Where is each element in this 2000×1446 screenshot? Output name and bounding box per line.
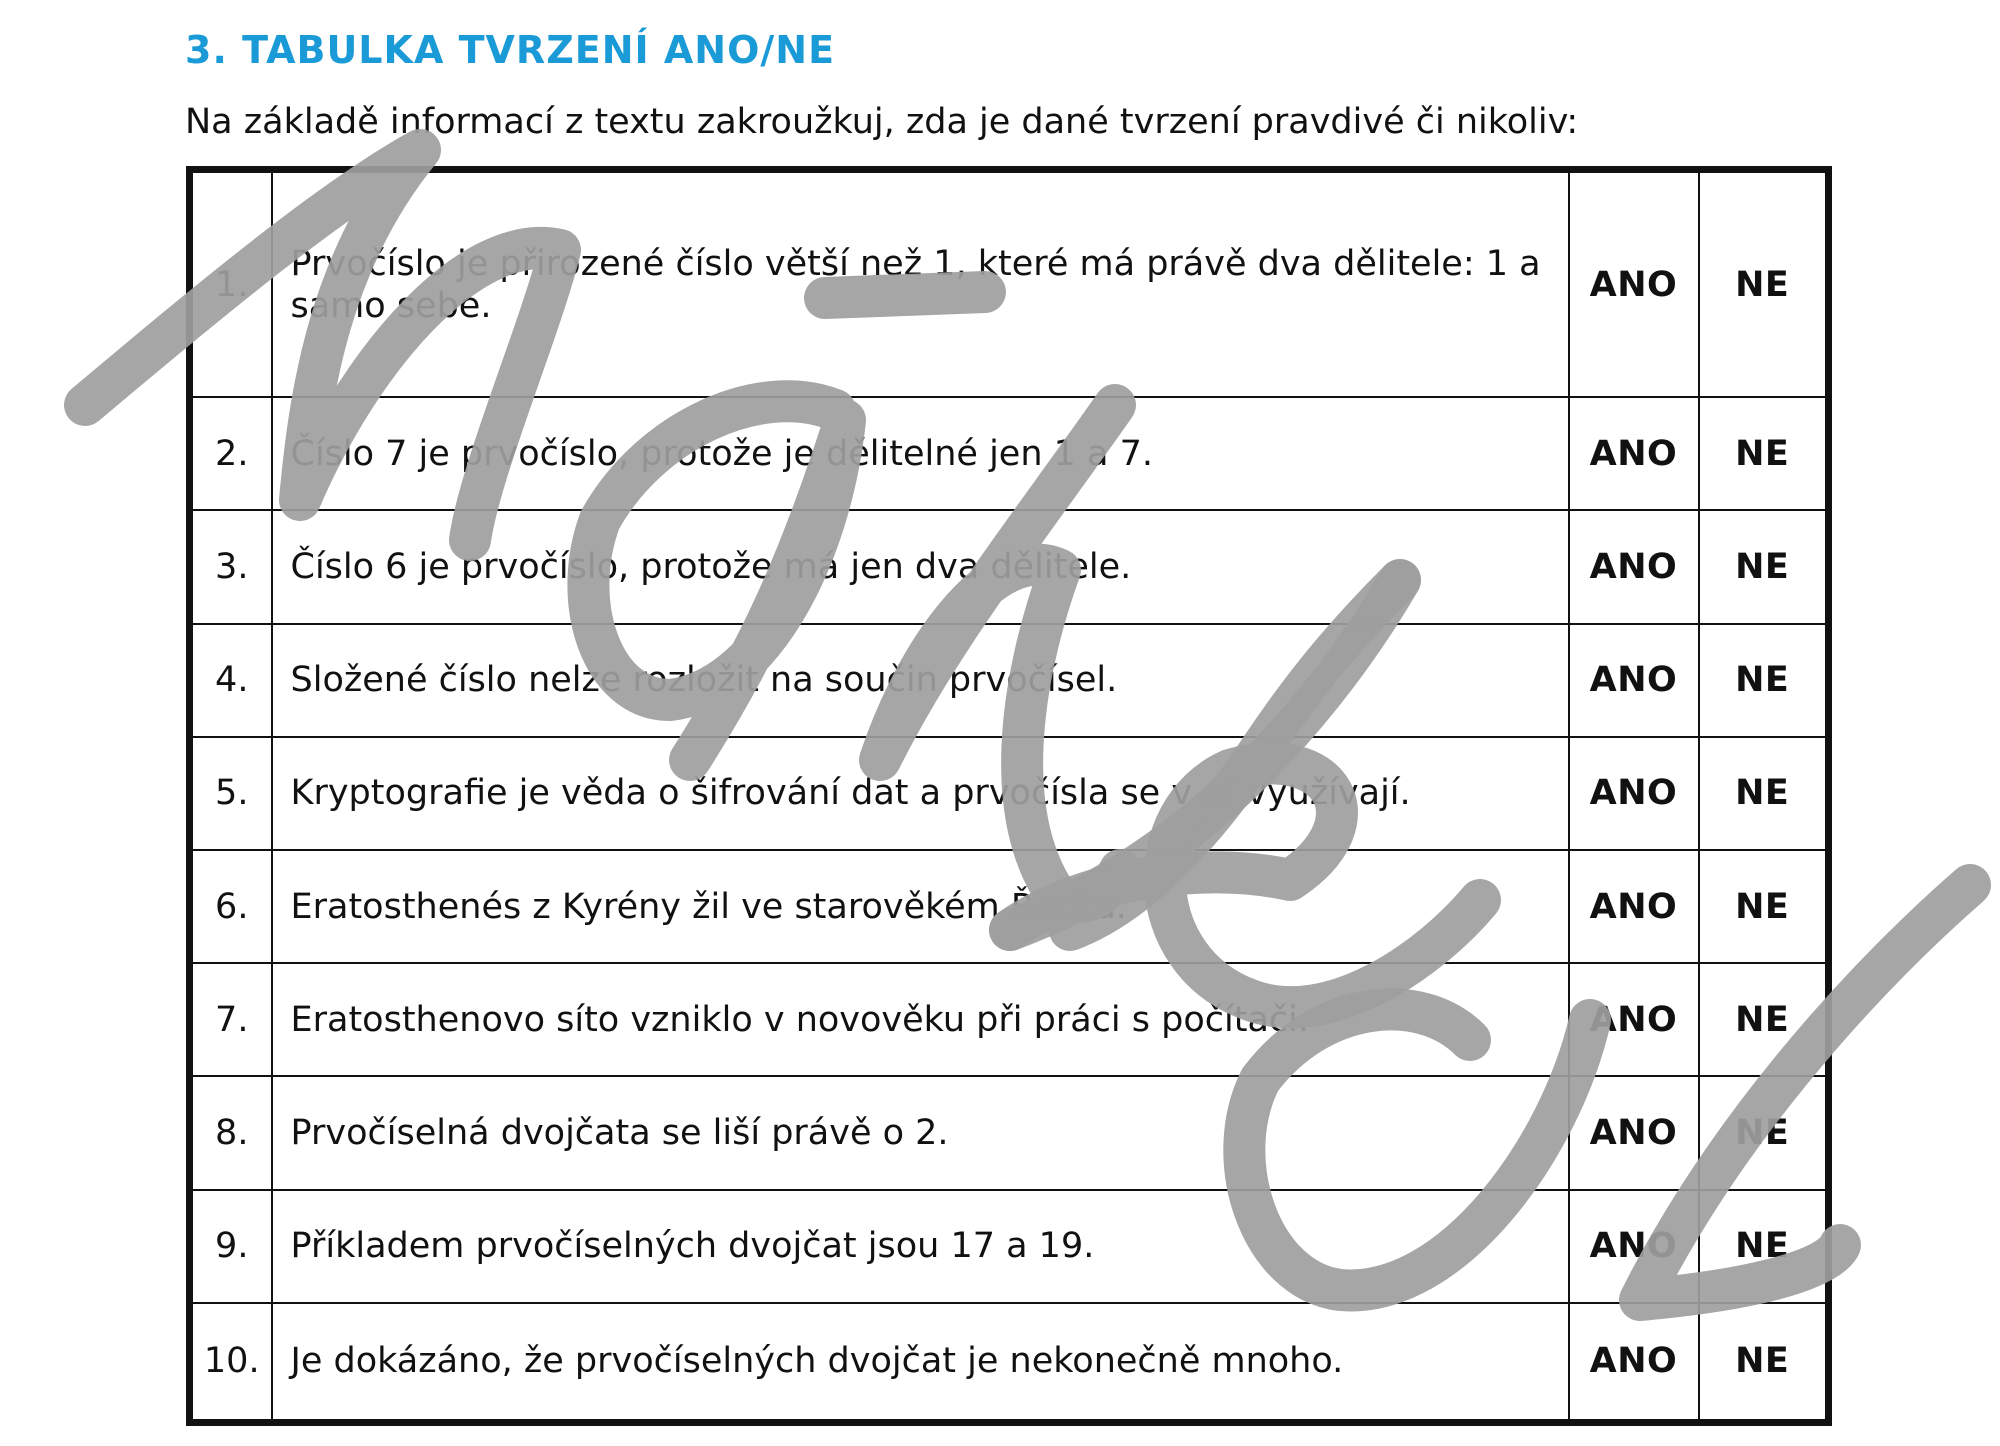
row-number: 3.: [190, 510, 272, 623]
section-heading: 3. TABULKA TVRZENÍ ANO/NE: [185, 28, 836, 72]
table-row: [190, 963, 1829, 1076]
table-row: [190, 1190, 1829, 1303]
answer-yes-option[interactable]: ANO: [1569, 397, 1699, 510]
table-row: [190, 1076, 1829, 1189]
answer-no-option[interactable]: NE: [1699, 1190, 1829, 1303]
row-number: 9.: [190, 1190, 272, 1303]
statement-text: Kryptografie je věda o šifrování dat a prvočísla se v ní využívají.: [272, 737, 1569, 850]
statements-table: [186, 166, 1832, 1426]
row-number: 5.: [190, 737, 272, 850]
answer-yes-option[interactable]: ANO: [1569, 737, 1699, 850]
answer-no-option[interactable]: NE: [1699, 1076, 1829, 1189]
answer-no-option[interactable]: NE: [1699, 850, 1829, 963]
statement-text: Prvočíslo je přirozené číslo větší než 1, které má právě dva dělitele: 1 a samo sebe.: [272, 170, 1569, 398]
answer-yes-option[interactable]: ANO: [1569, 1076, 1699, 1189]
answer-no-option[interactable]: NE: [1699, 510, 1829, 623]
table-row: [190, 397, 1829, 510]
row-number: 8.: [190, 1076, 272, 1189]
statement-text: Prvočíselná dvojčata se liší právě o 2.: [272, 1076, 1569, 1189]
table-row: [190, 624, 1829, 737]
row-number: 7.: [190, 963, 272, 1076]
table-row: [190, 850, 1829, 963]
statement-text: Je dokázáno, že prvočíselných dvojčat je nekonečně mnoho.: [272, 1303, 1569, 1423]
table-row: [190, 737, 1829, 850]
answer-yes-option[interactable]: ANO: [1569, 170, 1699, 398]
row-number: 10.: [190, 1303, 272, 1423]
answer-no-option[interactable]: NE: [1699, 624, 1829, 737]
answer-no-option[interactable]: NE: [1699, 170, 1829, 398]
row-number: 4.: [190, 624, 272, 737]
statement-text: Číslo 6 je prvočíslo, protože má jen dva dělitele.: [272, 510, 1569, 623]
statement-text: Složené číslo nelze rozložit na součin prvočísel.: [272, 624, 1569, 737]
answer-no-option[interactable]: NE: [1699, 397, 1829, 510]
row-number: 2.: [190, 397, 272, 510]
statement-text: Příkladem prvočíselných dvojčat jsou 17 a 19.: [272, 1190, 1569, 1303]
answer-yes-option[interactable]: ANO: [1569, 1303, 1699, 1423]
statement-text: Eratosthenovo síto vzniklo v novověku při práci s počítači.: [272, 963, 1569, 1076]
row-number: 1.: [190, 170, 272, 398]
statement-text: Eratosthenés z Kyrény žil ve starověkém Řecku.: [272, 850, 1569, 963]
table-row: [190, 1303, 1829, 1423]
instruction-text: Na základě informací z textu zakroužkuj, zda je dané tvrzení pravdivé či nikoliv:: [185, 102, 1579, 142]
answer-no-option[interactable]: NE: [1699, 737, 1829, 850]
table-row: [190, 170, 1829, 398]
answer-yes-option[interactable]: ANO: [1569, 850, 1699, 963]
answer-yes-option[interactable]: ANO: [1569, 624, 1699, 737]
row-number: 6.: [190, 850, 272, 963]
statement-text: Číslo 7 je prvočíslo, protože je dělitelné jen 1 a 7.: [272, 397, 1569, 510]
answer-yes-option[interactable]: ANO: [1569, 510, 1699, 623]
answer-yes-option[interactable]: ANO: [1569, 963, 1699, 1076]
table-row: [190, 510, 1829, 623]
answer-no-option[interactable]: NE: [1699, 1303, 1829, 1423]
answer-yes-option[interactable]: ANO: [1569, 1190, 1699, 1303]
answer-no-option[interactable]: NE: [1699, 963, 1829, 1076]
